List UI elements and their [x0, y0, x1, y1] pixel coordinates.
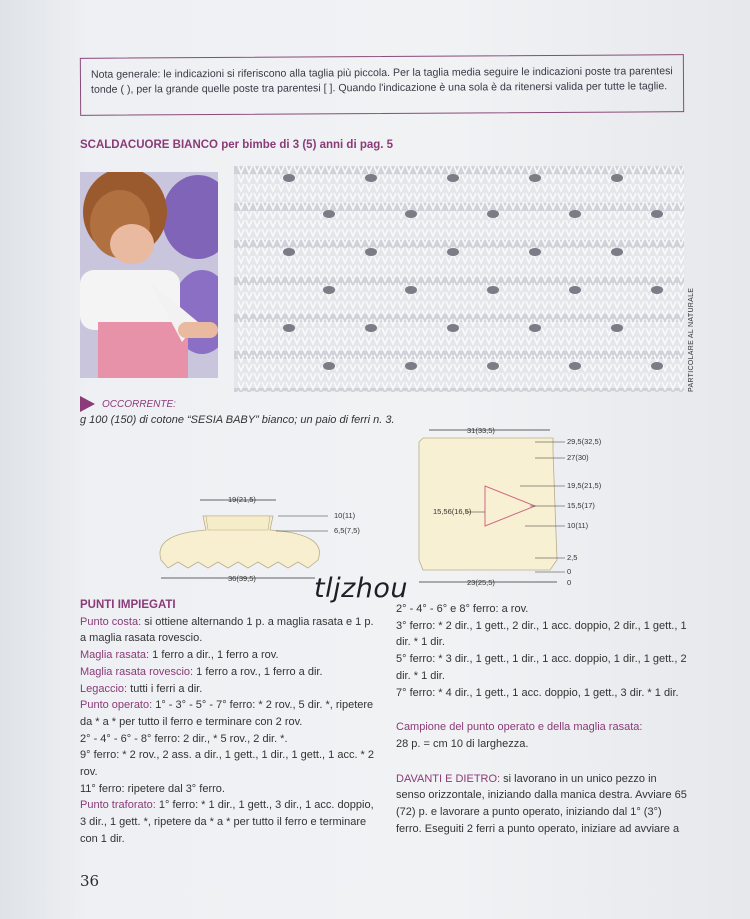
costa-text: si ottiene alternando 1 p. a maglia rasata e 1 p. a maglia rasata rovescio.	[80, 615, 374, 645]
materials-text: g 100 (150) di cotone “SESIA BABY” bianco; un paio di ferri n. 3.	[80, 414, 395, 426]
rovescio-text: 1 ferro a rov., 1 ferro a dir.	[193, 665, 323, 678]
page-number: 36	[80, 872, 100, 890]
body-dim-r6: 2,5	[567, 553, 578, 562]
stitches-heading: PUNTI IMPIEGATI	[80, 599, 176, 611]
rasata-label: Maglia rasata:	[80, 649, 150, 662]
row-7: 7° ferro: * 4 dir., 1 gett., 1 acc. doppio, 1 gett., 3 dir. * 1 dir.	[396, 686, 679, 699]
rovescio-paragraph	[80, 664, 380, 681]
watermark-text: tljzhou	[314, 573, 409, 604]
body-bottom-width: 23(25,5)	[467, 578, 495, 587]
body-dim-r1: 29,5(32,5)	[567, 437, 602, 446]
sleeve-right-lower: 6,5(7,5)	[334, 526, 360, 535]
legaccio-text: tutti i ferri a dir.	[127, 682, 203, 695]
general-note-text: Nota generale: le indicazioni si riferiscono alla taglia più piccola. Per la taglia media seguire le indicazioni poste tra parentesi tonde ( ), per la grande quelle poste tra parentesi [ ]. Quando l'indicazione è una sola è da ritenersi valida per tutte le taglie.	[90, 65, 673, 96]
traforato-paragraph	[80, 797, 380, 847]
body-schematic-drawing	[405, 420, 630, 590]
traforato-text: 1° ferro: * 1 dir., 1 gett., 3 dir., 1 acc. doppio, 3 dir., 1 gett. *, ripetere da * a * per tutto il ferro e terminare con 1 dir.	[80, 799, 374, 845]
pattern-title-main: SCALDACUORE BIANCO	[80, 139, 218, 151]
row-3: 3° ferro: * 2 dir., 1 gett., 2 dir., 1 acc. doppio, 2 dir., 1 gett., 1 dir. * 1 dir.	[396, 619, 687, 649]
body-dim-r5: 10(11)	[567, 521, 589, 530]
materials-title: OCCORRENTE:	[102, 399, 176, 410]
legaccio-label: Legaccio:	[80, 682, 128, 695]
sleeve-bottom-width: 36(39,5)	[228, 574, 256, 583]
costa-label: Punto costa:	[80, 615, 142, 628]
gauge-label: Campione del punto operato e della maglia rasata:	[396, 721, 643, 734]
rasata-paragraph	[80, 647, 380, 664]
legaccio-paragraph	[80, 681, 380, 698]
row-5: 5° ferro: * 3 dir., 1 gett., 1 dir., 1 acc. doppio, 1 dir., 1 gett., 2 dir. * 1 dir.	[396, 653, 687, 682]
body-dim-r7: 0	[567, 567, 572, 576]
operato-line-3: 9° ferro: * 2 rov., 2 ass. a dir., 1 gett., 1 dir., 1 gett., 1 acc. * 2 rov.	[80, 749, 375, 779]
swatch-vertical-label: PARTICOLARE AL NATURALE	[688, 287, 695, 392]
gauge-text: 28 p. = cm 10 di larghezza.	[396, 737, 529, 750]
spacer	[396, 753, 688, 771]
front-back-label: DAVANTI E DIETRO:	[396, 772, 501, 785]
child-photo	[80, 172, 218, 378]
front-back-text: si lavorano in un unico pezzo in senso orizzontale, iniziando dalla manica destra. Avviare 65 (72) p. e lavorare a punto operato, iniziando dal 1° (3°) ferro. Eseguiti 2 ferri a punto operato, iniziare ad avviare a	[396, 772, 687, 835]
traforato-label: Punto traforato:	[80, 799, 156, 812]
body-schematic	[405, 420, 630, 590]
sleeve-right-upper: 10(11)	[334, 511, 356, 520]
knit-swatch-pattern	[234, 166, 684, 392]
knit-swatch-closeup	[234, 166, 684, 392]
sleeve-top-width: 19(21,5)	[228, 495, 256, 504]
operato-paragraph	[80, 697, 380, 730]
operato-line-2: 2° - 4° - 6° - 8° ferro: 2 dir., * 5 rov., 2 dir. *.	[80, 732, 288, 745]
operato-text: 1° - 3° - 5° - 7° ferro: * 2 rov., 5 dir. *, ripetere da * a * per tutto il ferro e terminare con 2 rov.	[80, 699, 374, 728]
right-text-column	[396, 601, 688, 837]
pattern-title	[80, 139, 393, 151]
operato-label: Punto operato:	[80, 699, 153, 712]
body-dim-r2: 27(30)	[567, 453, 589, 462]
body-dim-r4: 15,5(17)	[567, 501, 595, 510]
general-note-box	[80, 54, 684, 116]
operato-line-4: 11° ferro: ripetere dal 3° ferro.	[80, 782, 225, 795]
rasata-text: 1 ferro a dir., 1 ferro a rov.	[149, 649, 279, 662]
pattern-title-rest: per bimbe di 3 (5) anni di pag. 5	[218, 139, 394, 151]
left-text-column	[80, 597, 380, 848]
costa-paragraph	[80, 614, 380, 647]
body-dim-r3: 19,5(21,5)	[567, 481, 602, 490]
body-left-height: 15,56(16,5)	[433, 507, 472, 516]
body-top-width: 31(33,5)	[467, 426, 495, 435]
spacer	[396, 701, 688, 719]
child-photo-illustration	[80, 172, 218, 378]
front-back-paragraph	[396, 771, 688, 838]
body-bottom-zero: 0	[567, 578, 572, 587]
triangle-arrow-icon	[80, 396, 95, 412]
rows-2-4-6-8: 2° - 4° - 6° e 8° ferro: a rov.	[396, 603, 529, 615]
rovescio-label: Maglia rasata rovescio:	[80, 665, 194, 678]
